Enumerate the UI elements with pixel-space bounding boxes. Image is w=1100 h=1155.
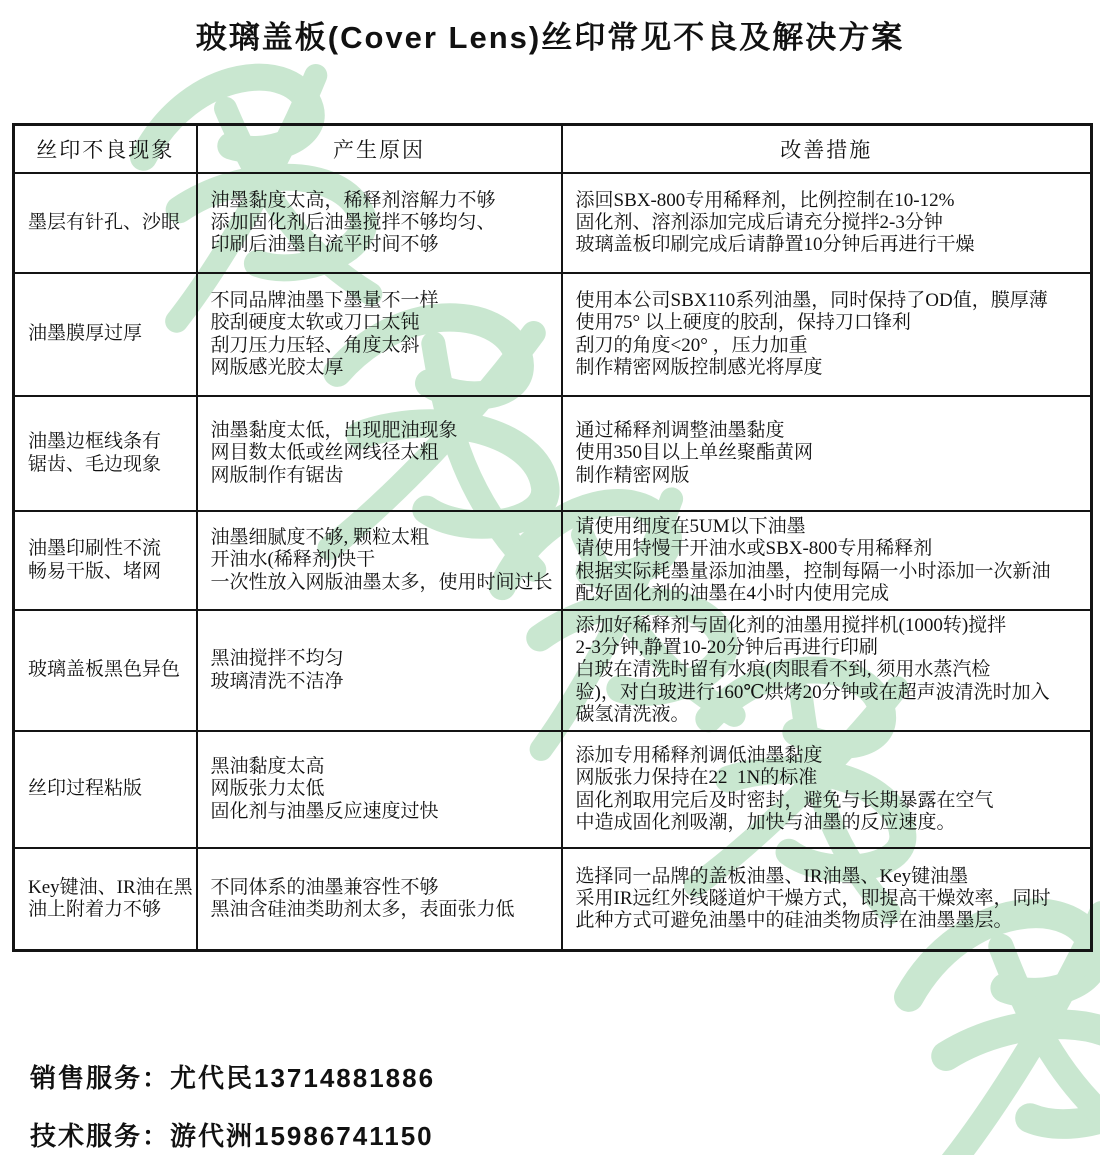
cause-cell <box>197 396 562 511</box>
text-line: 油墨边框线条有 <box>28 431 162 453</box>
text-line: 使用75° 以上硬度的胶刮，保持刀口锋利 <box>575 312 911 334</box>
sales-contact: 销售服务：尤代民13714881886 <box>30 1062 436 1093</box>
text-line: 网目数太低或丝网线径太粗 <box>210 442 439 464</box>
col-header-cause: 产生原因 <box>197 125 562 174</box>
text-line: 网版张力保持在22 1N的标准 <box>575 767 818 789</box>
text-line: 添加专用稀释剂调低油墨黏度 <box>575 745 823 767</box>
text-line: 黑油含硅油类助剂太多，表面张力低 <box>210 898 515 920</box>
text-line: 玻璃盖板印刷完成后请静置10分钟后再进行干燥 <box>575 234 975 256</box>
text-line: 请使用特慢干开油水或SBX-800专用稀释剂 <box>575 538 933 560</box>
text-line: 添加固化剂后油墨搅拌不够均匀、 <box>210 211 496 233</box>
cause-cell <box>197 731 562 848</box>
table-row <box>14 173 1092 273</box>
text-line: 不同品牌油墨下墨量不一样 <box>210 290 439 312</box>
text-line: 根据实际耗墨量添加油墨，控制每隔一小时添加一次新油 <box>575 560 1051 582</box>
cause-cell <box>197 273 562 396</box>
text-line: 制作精密网版 <box>575 464 690 486</box>
text-line: 墨层有针孔、沙眼 <box>28 211 181 233</box>
text-line: 黑油黏度太高 <box>210 756 325 778</box>
text-line: 网版制作有锯齿 <box>210 464 344 486</box>
text-line: 黑油搅拌不均匀 <box>210 648 344 670</box>
text-line: 网版张力太低 <box>210 778 325 800</box>
text-line: 刮刀的角度<20° ，压力加重 <box>575 334 808 356</box>
text-line: 采用IR远红外线隧道炉干燥方式，即提高干燥效率，同时 <box>575 887 1051 909</box>
text-line: 碳氢清洗液。 <box>575 703 690 725</box>
text-line: 玻璃盖板黑色异色 <box>28 659 181 681</box>
text-line: 制作精密网版控制感光将厚度 <box>575 356 823 378</box>
text-line: 油墨印刷性不流 <box>28 538 162 560</box>
table-row <box>14 511 1092 610</box>
page-title: 玻璃盖板(Cover Lens)丝印常见不良及解决方案 <box>195 20 905 55</box>
cause-cell <box>197 848 562 950</box>
measure-cell <box>562 848 1092 950</box>
measure-cell <box>562 173 1092 273</box>
cause-cell <box>197 610 562 731</box>
text-line: 胶刮硬度太软或刀口太钝 <box>210 312 420 334</box>
text-line: 此种方式可避免油墨中的硅油类物质浮在油墨墨层。 <box>575 909 1013 931</box>
phenomenon-cell <box>14 610 197 731</box>
text-line: 白玻在清洗时留有水痕(肉眼看不到, 须用水蒸汽检 <box>575 659 991 681</box>
header-row <box>14 125 1092 174</box>
measure-cell <box>562 396 1092 511</box>
table-row <box>14 848 1092 950</box>
phenomenon-cell <box>14 731 197 848</box>
text-line: 油墨细腻度不够, 颗粒太粗 <box>210 527 430 549</box>
text-line: 玻璃清洗不洁净 <box>210 670 344 692</box>
text-line: 固化剂与油墨反应速度过快 <box>210 800 439 822</box>
measure-cell <box>562 273 1092 396</box>
phenomenon-cell <box>14 273 197 396</box>
measure-cell <box>562 511 1092 610</box>
col-header-phenomenon: 丝印不良现象 <box>14 125 197 174</box>
text-line: 刮刀压力压轻、角度太斜 <box>210 334 420 356</box>
text-line: 油墨黏度太低，出现肥油现象 <box>210 420 458 442</box>
text-line: 选择同一品牌的盖板油墨、IR油墨、Key键油墨 <box>575 865 969 887</box>
table-row <box>14 396 1092 511</box>
text-line: 添加好稀释剂与固化剂的油墨用搅拌机(1000转)搅拌 <box>575 615 1007 636</box>
tech-contact: 技术服务：游代洲15986741150 <box>30 1120 434 1151</box>
text-line: 配好固化剂的油墨在4小时内使用完成 <box>575 582 890 604</box>
text-line: 固化剂取用完后及时密封，避免与长期暴露在空气 <box>575 789 994 811</box>
text-line: 油墨膜厚过厚 <box>28 323 143 345</box>
text-line: 网版感光胶太厚 <box>210 356 344 378</box>
phenomenon-cell <box>14 173 197 273</box>
text-line: 请使用细度在5UM以下油墨 <box>575 516 806 538</box>
text-line: 印刷后油墨自流平时间不够 <box>210 234 439 256</box>
phenomenon-cell <box>14 511 197 610</box>
table-row <box>14 610 1092 731</box>
text-line: 通过稀释剂调整油墨黏度 <box>575 420 785 442</box>
text-line: 使用本公司SBX110系列油墨，同时保持了OD值，膜厚薄 <box>575 290 1048 312</box>
cause-cell <box>197 173 562 273</box>
text-line: 油上附着力不够 <box>28 898 162 920</box>
phenomenon-cell <box>14 848 197 950</box>
text-line: 丝印过程粘版 <box>28 778 143 800</box>
text-line: 畅易干版、堵网 <box>28 560 162 582</box>
text-line: 中造成固化剂吸潮，加快与油墨的反应速度。 <box>575 811 956 833</box>
table-row <box>14 273 1092 396</box>
contact-block <box>30 1058 1100 1153</box>
text-line: 使用350目以上单丝聚酯黄网 <box>575 442 814 464</box>
text-line: 不同体系的油墨兼容性不够 <box>210 876 439 898</box>
phenomenon-cell <box>14 396 197 511</box>
table-row <box>14 731 1092 848</box>
measure-cell <box>562 731 1092 848</box>
text-line: 一次性放入网版油墨太多，使用时间过长 <box>210 571 553 593</box>
defects-table <box>12 123 1093 952</box>
measure-cell <box>562 610 1092 731</box>
text-line: 添回SBX-800专用稀释剂，比例控制在10-12% <box>575 189 955 211</box>
text-line: 开油水(稀释剂)快干 <box>210 549 376 571</box>
text-line: 固化剂、溶剂添加完成后请充分搅拌2-3分钟 <box>575 211 943 233</box>
text-line: 锯齿、毛边现象 <box>28 453 162 475</box>
cause-cell <box>197 511 562 610</box>
text-line: 2-3分钟,静置10-20分钟后再进行印刷 <box>575 637 878 659</box>
text-line: Key键油、IR油在黑 <box>28 876 193 898</box>
text-line: 油墨黏度太高，稀释剂溶解力不够 <box>210 189 496 211</box>
text-line: 验)，对白玻进行160℃烘烤20分钟或在超声波清洗时加入 <box>575 681 1050 703</box>
col-header-measure: 改善措施 <box>562 125 1092 174</box>
